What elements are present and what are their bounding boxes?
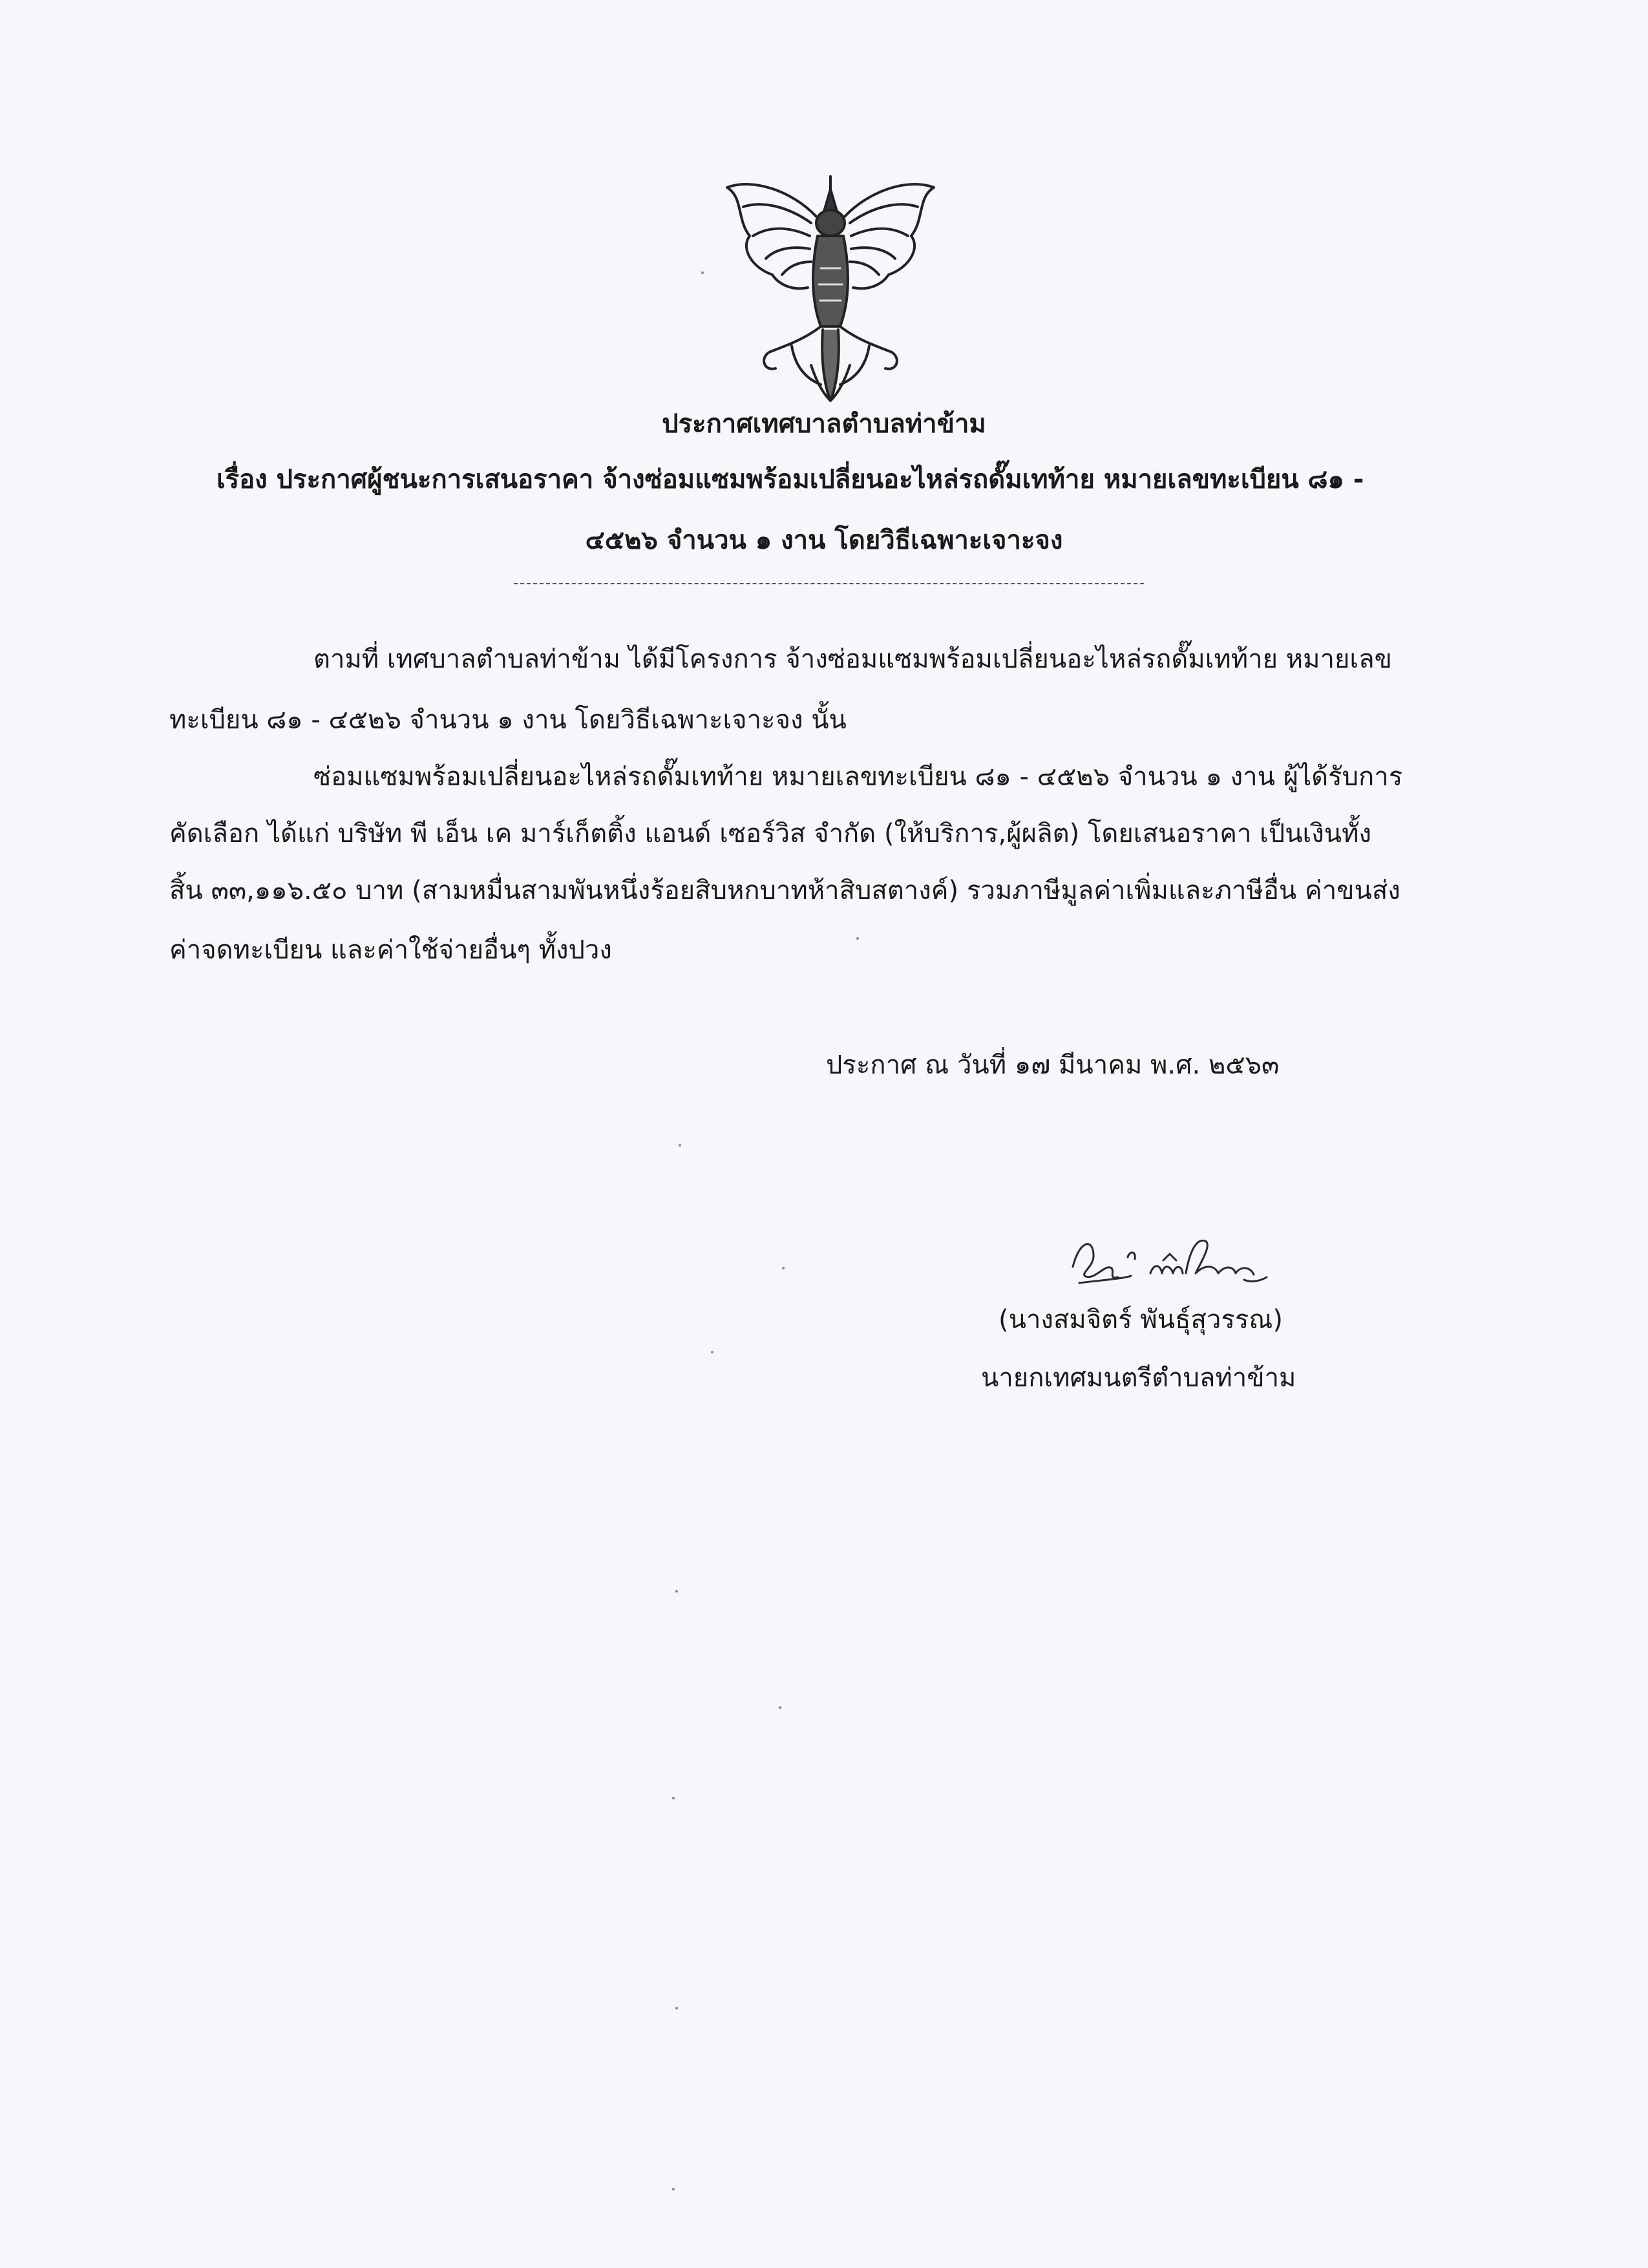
paragraph-2-line-3: สิ้น ๓๓,๑๑๖.๕๐ บาท (สามหมื่นสามพันหนึ่งร้อยสิบหกบาทห้าสิบสตางค์) รวมภาษีมูลค่าเพิ่มและภาษีอื่น ค่าขนส่ง <box>169 876 1400 906</box>
scan-speck <box>675 1590 678 1593</box>
scan-speck <box>672 1797 675 1799</box>
dashed-separator <box>514 583 1144 584</box>
paragraph-1-line-2: ทะเบียน ๘๑ - ๔๕๒๖ จำนวน ๑ งาน โดยวิธีเฉพาะเจาะจง นั้น <box>169 705 847 735</box>
subject-line-1: เรื่อง ประกาศผู้ชนะการเสนอราคา จ้างซ่อมแซมพร้อมเปลี่ยนอะไหล่รถดั๊มเทท้าย หมายเลขทะเบียน ๘๑ - <box>217 465 1364 494</box>
paragraph-2-line-1: ซ่อมแซมพร้อมเปลี่ยนอะไหล่รถดั๊มเทท้าย หมายเลขทะเบียน ๘๑ - ๔๕๒๖ จำนวน ๑ งาน ผู้ได้รับการ <box>313 762 1403 792</box>
scan-speck <box>672 2188 675 2190</box>
scan-speck <box>782 1267 785 1269</box>
signatory-position: นายกเทศมนตรีตำบลท่าข้าม <box>981 1363 1296 1393</box>
signatory-name: (นางสมจิตร์ พันธุ์สุวรรณ) <box>998 1305 1284 1335</box>
scan-speck <box>779 1706 781 1709</box>
paragraph-2-line-2: คัดเลือก ได้แก่ บริษัท พี เอ็น เค มาร์เก็ตติ้ง แอนด์ เซอร์วิส จำกัด (ให้บริการ,ผู้ผลิต) โดยเสนอราคา เป็นเงินทั้ง <box>169 819 1371 849</box>
announcement-date: ประกาศ ณ วันที่ ๑๗ มีนาคม พ.ศ. ๒๕๖๓ <box>826 1050 1280 1080</box>
announcement-title: ประกาศเทศบาลตำบลท่าข้าม <box>662 409 986 439</box>
paragraph-1-line-1: ตามที่ เทศบาลตำบลท่าข้าม ได้มีโครงการ จ้างซ่อมแซมพร้อมเปลี่ยนอะไหล่รถดั๊มเทท้าย หมายเลข <box>313 644 1392 674</box>
scan-speck <box>856 937 859 940</box>
handwritten-signature <box>1066 1228 1273 1296</box>
scan-speck <box>701 271 704 274</box>
garuda-emblem-icon <box>714 171 947 407</box>
scan-speck <box>711 1351 713 1353</box>
scan-speck <box>679 1144 681 1147</box>
paragraph-2-line-4: ค่าจดทะเบียน และค่าใช้จ่ายอื่นๆ ทั้งปวง <box>169 935 612 965</box>
subject-line-2: ๔๕๒๖ จำนวน ๑ งาน โดยวิธีเฉพาะเจาะจง <box>585 525 1063 555</box>
scan-speck <box>675 2007 678 2009</box>
